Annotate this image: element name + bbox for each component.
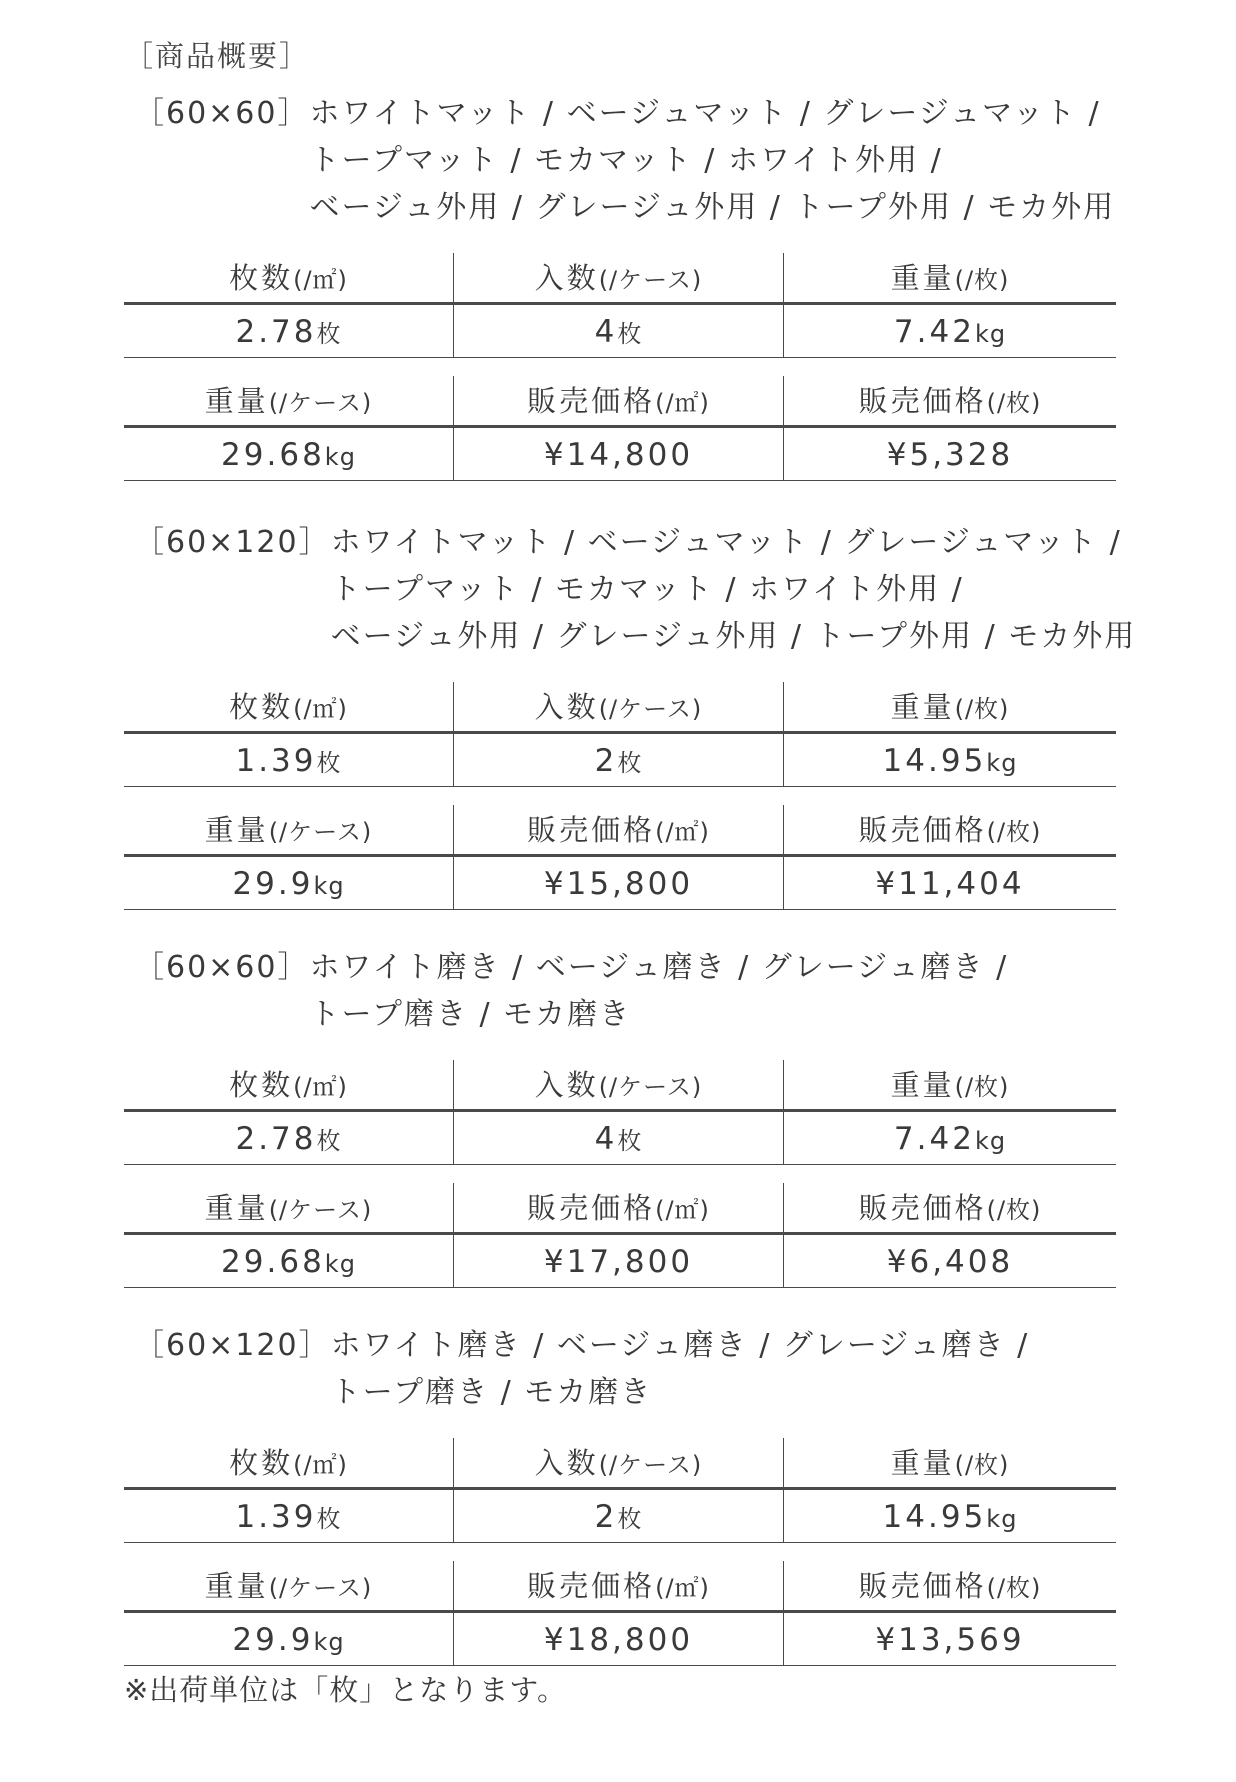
product-list bbox=[124, 90, 1137, 1666]
spec-header-label: 重量 bbox=[890, 1068, 955, 1102]
spec-table bbox=[124, 1060, 1116, 1165]
spec-header-label: 重量 bbox=[890, 690, 955, 724]
spec-value-unit: kg bbox=[974, 320, 1007, 348]
spec-value-unit: 枚 bbox=[617, 749, 643, 777]
spec-header-unit: (/㎡) bbox=[293, 266, 348, 294]
spec-value-cell bbox=[124, 857, 454, 910]
spec-header-unit: (/枚) bbox=[986, 818, 1042, 846]
spec-value-number: 4 bbox=[594, 1121, 618, 1157]
spec-value-unit: kg bbox=[974, 1127, 1007, 1155]
spec-value-number: ¥14,800 bbox=[543, 437, 694, 473]
spec-header-unit: (/枚) bbox=[954, 695, 1010, 723]
spec-header-unit: (/枚) bbox=[986, 1574, 1042, 1602]
spec-header-cell bbox=[784, 805, 1116, 857]
product-block bbox=[124, 1322, 1116, 1666]
product-variant-list bbox=[331, 519, 1137, 660]
spec-value-cell bbox=[124, 734, 454, 787]
spec-value-unit: kg bbox=[313, 1628, 345, 1656]
spec-value-number: ¥11,404 bbox=[875, 866, 1025, 902]
spec-value-number: 14.95 bbox=[882, 1499, 987, 1535]
spec-table bbox=[124, 1183, 1116, 1288]
spec-header-unit: (/枚) bbox=[986, 389, 1042, 417]
product-size-label: ［60×120］ bbox=[134, 1328, 331, 1363]
spec-value-cell bbox=[124, 1235, 454, 1288]
product-size-label: ［60×60］ bbox=[134, 950, 310, 985]
spec-header-unit: (/㎡) bbox=[655, 818, 710, 846]
product-variant-line: トープ磨き / モカ磨き bbox=[330, 1375, 653, 1410]
spec-table bbox=[124, 805, 1116, 910]
spec-header-label: 販売価格 bbox=[858, 813, 987, 847]
spec-value-number: 2 bbox=[594, 1499, 618, 1535]
spec-header-unit: (/枚) bbox=[954, 266, 1010, 294]
spec-value-unit: 枚 bbox=[617, 1505, 643, 1533]
spec-value-number: 14.95 bbox=[882, 743, 987, 779]
spec-header-label: 販売価格 bbox=[858, 1569, 987, 1603]
spec-value-cell bbox=[124, 1613, 454, 1666]
spec-value-unit: 枚 bbox=[617, 320, 643, 348]
product-size-label: ［60×120］ bbox=[134, 525, 331, 560]
product-variant-line: ホワイトマット / ベージュマット / グレージュマット / bbox=[330, 525, 1122, 560]
spec-value-number: 1.39 bbox=[235, 1499, 317, 1535]
spec-header-unit: (/ケース) bbox=[598, 1451, 703, 1479]
spec-header-unit: (/㎡) bbox=[293, 695, 348, 723]
spec-header-label: 販売価格 bbox=[858, 1191, 987, 1225]
spec-header-cell bbox=[784, 1438, 1116, 1490]
spec-value-unit: kg bbox=[986, 749, 1018, 777]
product-heading bbox=[134, 90, 1116, 231]
spec-header-cell bbox=[454, 1183, 784, 1235]
product-variant-line: トープマット / モカマット / ホワイト外用 / bbox=[330, 572, 964, 607]
spec-header-label: 枚数 bbox=[229, 1068, 294, 1102]
spec-value-number: 2.78 bbox=[235, 314, 317, 350]
spec-header-label: 入数 bbox=[534, 690, 599, 724]
spec-header-cell bbox=[454, 805, 784, 857]
spec-header-label: 販売価格 bbox=[527, 1569, 656, 1603]
spec-value-number: 7.42 bbox=[893, 1121, 975, 1157]
spec-header-unit: (/ケース) bbox=[268, 818, 373, 846]
section-title: ［商品概要］ bbox=[124, 39, 311, 73]
spec-header-unit: (/枚) bbox=[954, 1073, 1010, 1101]
spec-header-cell bbox=[454, 1561, 784, 1613]
spec-value-unit: kg bbox=[324, 1250, 356, 1278]
spec-header-cell bbox=[124, 1561, 454, 1613]
spec-value-number: ¥17,800 bbox=[543, 1244, 694, 1280]
spec-table bbox=[124, 682, 1116, 787]
spec-value-number: ¥13,569 bbox=[875, 1622, 1025, 1658]
spec-value-cell bbox=[784, 1490, 1116, 1543]
spec-header-unit: (/ケース) bbox=[268, 389, 373, 417]
spec-header-cell bbox=[454, 253, 784, 305]
spec-value-unit: kg bbox=[986, 1505, 1018, 1533]
spec-header-cell bbox=[124, 1183, 454, 1235]
spec-header-label: 販売価格 bbox=[527, 384, 656, 418]
product-variant-line: ベージュ外用 / グレージュ外用 / トープ外用 / モカ外用 bbox=[330, 619, 1137, 654]
spec-value-cell bbox=[784, 428, 1116, 481]
spec-header-cell bbox=[454, 1060, 784, 1112]
spec-header-label: 枚数 bbox=[229, 261, 294, 295]
spec-value-cell bbox=[784, 1235, 1116, 1288]
spec-value-number: ¥6,408 bbox=[886, 1244, 1014, 1280]
spec-value-cell bbox=[784, 1112, 1116, 1165]
spec-header-unit: (/ケース) bbox=[268, 1196, 373, 1224]
spec-value-cell bbox=[454, 1613, 784, 1666]
product-summary bbox=[124, 36, 1137, 1708]
spec-header-label: 販売価格 bbox=[527, 1191, 656, 1225]
spec-value-number: ¥18,800 bbox=[543, 1622, 694, 1658]
spec-header-unit: (/ケース) bbox=[598, 695, 703, 723]
spec-header-label: 重量 bbox=[890, 1446, 955, 1480]
spec-header-cell bbox=[124, 1060, 454, 1112]
spec-value-unit: 枚 bbox=[316, 1127, 342, 1155]
spec-value-cell bbox=[454, 428, 784, 481]
spec-header-unit: (/枚) bbox=[954, 1451, 1010, 1479]
spec-header-cell bbox=[784, 682, 1116, 734]
spec-value-unit: 枚 bbox=[316, 320, 342, 348]
spec-header-label: 重量 bbox=[204, 813, 269, 847]
product-block bbox=[124, 519, 1137, 910]
spec-value-number: 2 bbox=[594, 743, 618, 779]
spec-header-unit: (/ケース) bbox=[598, 1073, 703, 1101]
spec-value-cell bbox=[124, 1112, 454, 1165]
spec-header-cell bbox=[124, 253, 454, 305]
spec-header-label: 重量 bbox=[204, 384, 269, 418]
spec-header-label: 枚数 bbox=[229, 690, 294, 724]
product-variant-line: トープマット / モカマット / ホワイト外用 / bbox=[309, 143, 943, 178]
spec-value-number: ¥5,328 bbox=[886, 437, 1014, 473]
spec-value-cell bbox=[124, 428, 454, 481]
spec-value-unit: 枚 bbox=[316, 1505, 342, 1533]
spec-value-unit: kg bbox=[324, 443, 356, 471]
spec-header-label: 重量 bbox=[204, 1191, 269, 1225]
spec-value-number: 7.42 bbox=[893, 314, 975, 350]
spec-header-cell bbox=[784, 253, 1116, 305]
product-variant-line: ベージュ外用 / グレージュ外用 / トープ外用 / モカ外用 bbox=[309, 190, 1116, 225]
spec-header-cell bbox=[784, 1060, 1116, 1112]
spec-value-number: 29.68 bbox=[221, 437, 325, 473]
spec-value-cell bbox=[454, 734, 784, 787]
spec-header-label: 入数 bbox=[534, 1068, 599, 1102]
spec-header-label: 入数 bbox=[534, 1446, 599, 1480]
spec-value-cell bbox=[784, 305, 1116, 358]
spec-header-unit: (/㎡) bbox=[655, 1196, 710, 1224]
product-variant-list bbox=[309, 90, 1115, 231]
spec-value-number: 1.39 bbox=[235, 743, 317, 779]
product-variant-line: ホワイト磨き / ベージュ磨き / グレージュ磨き / bbox=[309, 950, 1009, 985]
spec-header-unit: (/枚) bbox=[986, 1196, 1042, 1224]
spec-value-cell bbox=[784, 1613, 1116, 1666]
spec-value-number: 29.9 bbox=[232, 866, 314, 902]
spec-header-cell bbox=[454, 682, 784, 734]
spec-value-unit: 枚 bbox=[617, 1127, 643, 1155]
spec-table bbox=[124, 376, 1116, 481]
spec-header-label: 重量 bbox=[890, 261, 955, 295]
spec-table bbox=[124, 253, 1116, 358]
spec-value-cell bbox=[784, 734, 1116, 787]
spec-header-unit: (/ケース) bbox=[268, 1574, 373, 1602]
spec-header-unit: (/ケース) bbox=[598, 266, 703, 294]
spec-header-label: 入数 bbox=[534, 261, 599, 295]
product-variant-line: ホワイト磨き / ベージュ磨き / グレージュ磨き / bbox=[330, 1328, 1030, 1363]
spec-value-number: 2.78 bbox=[235, 1121, 317, 1157]
product-variant-list bbox=[309, 944, 1008, 1038]
spec-header-unit: (/㎡) bbox=[293, 1451, 348, 1479]
product-heading bbox=[134, 519, 1137, 660]
spec-header-cell bbox=[784, 1561, 1116, 1613]
spec-header-unit: (/㎡) bbox=[655, 1574, 710, 1602]
spec-value-number: 29.9 bbox=[232, 1622, 314, 1658]
spec-header-cell bbox=[454, 1438, 784, 1490]
spec-value-number: ¥15,800 bbox=[543, 866, 694, 902]
spec-value-cell bbox=[124, 1490, 454, 1543]
spec-value-number: 4 bbox=[594, 314, 618, 350]
spec-value-cell bbox=[454, 1235, 784, 1288]
spec-header-cell bbox=[124, 376, 454, 428]
spec-value-number: 29.68 bbox=[221, 1244, 325, 1280]
spec-table bbox=[124, 1561, 1116, 1666]
spec-header-label: 重量 bbox=[204, 1569, 269, 1603]
spec-value-cell bbox=[454, 305, 784, 358]
product-variant-line: ホワイトマット / ベージュマット / グレージュマット / bbox=[309, 96, 1101, 131]
shipping-footnote: ※出荷単位は「枚」となります。 bbox=[124, 1673, 567, 1707]
spec-header-cell bbox=[784, 1183, 1116, 1235]
spec-header-cell bbox=[124, 682, 454, 734]
spec-header-label: 販売価格 bbox=[527, 813, 656, 847]
spec-header-cell bbox=[124, 805, 454, 857]
spec-header-cell bbox=[124, 1438, 454, 1490]
spec-header-label: 枚数 bbox=[229, 1446, 294, 1480]
spec-value-cell bbox=[784, 857, 1116, 910]
product-variant-line: トープ磨き / モカ磨き bbox=[309, 997, 632, 1032]
product-size-label: ［60×60］ bbox=[134, 96, 310, 131]
spec-value-cell bbox=[454, 1112, 784, 1165]
spec-header-unit: (/㎡) bbox=[293, 1073, 348, 1101]
spec-table bbox=[124, 1438, 1116, 1543]
spec-header-unit: (/㎡) bbox=[655, 389, 710, 417]
spec-value-unit: kg bbox=[313, 872, 345, 900]
product-heading bbox=[134, 944, 1116, 1038]
product-block bbox=[124, 944, 1116, 1288]
spec-value-unit: 枚 bbox=[316, 749, 342, 777]
spec-value-cell bbox=[454, 857, 784, 910]
spec-value-cell bbox=[454, 1490, 784, 1543]
product-variant-list bbox=[331, 1322, 1030, 1416]
product-heading bbox=[134, 1322, 1116, 1416]
product-block bbox=[124, 90, 1116, 481]
spec-header-cell bbox=[454, 376, 784, 428]
spec-header-cell bbox=[784, 376, 1116, 428]
spec-value-cell bbox=[124, 305, 454, 358]
spec-header-label: 販売価格 bbox=[858, 384, 987, 418]
